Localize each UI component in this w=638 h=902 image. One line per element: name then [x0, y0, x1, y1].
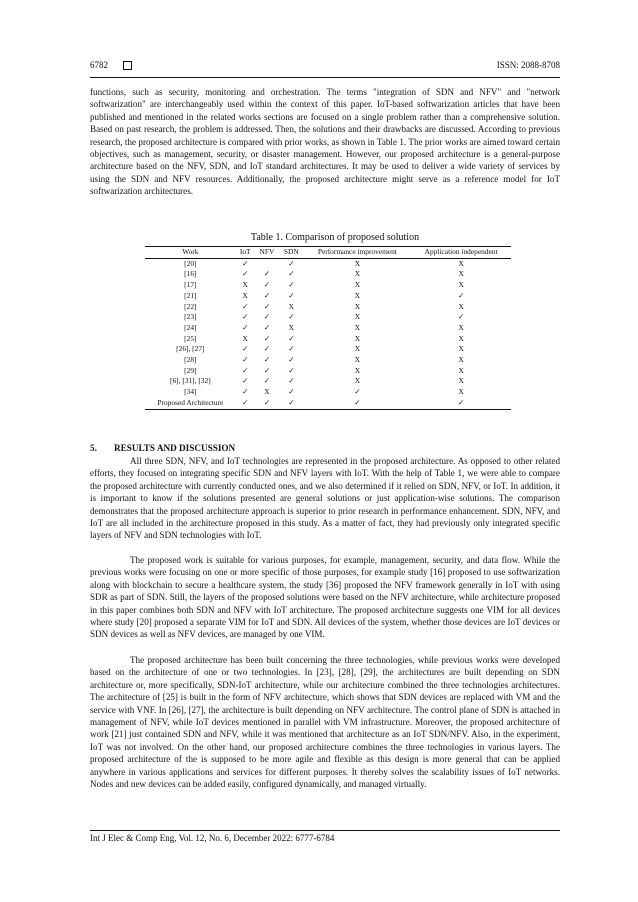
body-paragraph-2: The proposed work is suitable for various purposes, for example, management, security, and data flow. While the previous works were focusing on one or more specific of those purposes, for example study [16] proposed to use softwarization along with blockchain to secure a healthcare system, the study [36] proposed the NFV framework generally in IoT with using SDR as part of SDN. Still, the layers of the proposed solutions were based on the NFV architecture, while architecture proposed in this paper combines both SDN and NFV with IoT architecture. The proposed architecture suggests one VIM for all devices where study [20] proposed a separate VIM for IoT and SDN. All devices of the system, whether those devices are IoT devices or SDN devices as well as NFV devices, are managed by one VIM.	[90, 555, 560, 640]
cell-app-independent: ✓	[458, 312, 465, 322]
cell-iot: ✓	[242, 258, 249, 268]
cell-iot: ✓	[242, 365, 249, 375]
cell-sdn: ✓	[288, 365, 295, 375]
cell-performance: ✓	[304, 398, 412, 409]
cell-performance: X	[354, 344, 361, 354]
cell-performance: X	[354, 376, 361, 386]
cell-nfv: ✓	[263, 269, 271, 279]
square-icon	[123, 61, 132, 70]
cell-sdn: ✓	[288, 344, 295, 354]
cell-work: [25]	[184, 333, 197, 343]
page-header	[90, 60, 560, 74]
cell-sdn: X	[288, 322, 294, 332]
cell-work: Proposed Architecture	[145, 398, 236, 409]
table-row	[145, 258, 511, 269]
table-row	[145, 387, 511, 398]
cell-iot: ✓	[242, 387, 249, 397]
cell-iot: ✓	[242, 344, 249, 354]
cell-performance: ✓	[354, 387, 361, 397]
col-header-nfv: NFV	[255, 247, 279, 259]
cell-app-independent: X	[458, 333, 464, 343]
cell-nfv: ✓	[263, 322, 271, 332]
cell-nfv: ✓	[263, 376, 271, 386]
cell-nfv: ✓	[263, 333, 271, 343]
col-header-performance: Performance improvement	[304, 247, 412, 259]
cell-work: [22]	[184, 301, 197, 311]
cell-app-independent: ✓	[411, 398, 511, 409]
cell-nfv: ✓	[255, 398, 279, 409]
cell-performance: X	[354, 258, 361, 268]
cell-work: [21]	[184, 290, 197, 300]
section-number: 5.	[90, 443, 97, 453]
cell-performance: X	[354, 290, 361, 300]
cell-sdn: ✓	[288, 280, 295, 290]
cell-iot: X	[242, 333, 248, 343]
cell-nfv: ✓	[263, 355, 271, 365]
cell-app-independent: X	[458, 376, 464, 386]
cell-app-independent: X	[458, 344, 464, 354]
cell-work: [24]	[184, 322, 197, 332]
cell-iot: ✓	[236, 398, 255, 409]
cell-sdn: ✓	[288, 376, 295, 386]
cell-iot: X	[242, 280, 248, 290]
cell-performance: X	[354, 355, 361, 365]
cell-work: [34]	[184, 387, 197, 397]
cell-app-independent: X	[458, 365, 464, 375]
cell-performance: X	[354, 322, 361, 332]
cell-sdn: ✓	[288, 269, 295, 279]
table-row	[145, 398, 511, 409]
cell-nfv: ✓	[263, 301, 271, 311]
body-paragraph-3: The proposed architecture has been built concerning the three technologies, while previous works were developed based on the architecture of one or two technologies. In [23], [28], [29], the architectures are built depending on SDN architecture or, more specifically, SDN-IoT architecture, while our architecture combined the three technologies architectures. The architecture of [25] is built in the form of NFV architecture, which shows that SDN devices are replaced with VM and the service with VNF. In [26], [27], the architecture is built depending on NFV architecture. The control plane of SDN is attached in management of NFV, while IoT devices mentioned in parallel with VM infrastructure. Moreover, the proposed architecture of work [21] just contained SDN and NFV, while it was mentioned that architecture as an IoT SDN/NFV. Also, in the experiment, IoT was not involved. On the other hand, our proposed architecture combines the three technologies in various layers. The proposed architecture of the is supposed to be more agile and flexible as this design is more general that can be applied anywhere in various applications and services for different purposes. It thereby solves the scalability issues of IoT networks. Nodes and new devices can be added easily, configured dynamically, and managed virtually.	[90, 655, 560, 790]
cell-iot: ✓	[242, 355, 249, 365]
cell-sdn: ✓	[288, 333, 295, 343]
cell-app-independent: X	[458, 280, 464, 290]
cell-app-independent: X	[458, 355, 464, 365]
cell-performance: X	[354, 312, 361, 322]
table-row	[145, 366, 511, 377]
cell-app-independent: ✓	[458, 290, 465, 300]
cell-sdn: ✓	[279, 398, 303, 409]
table-row	[145, 323, 511, 334]
cell-app-independent: X	[458, 269, 464, 279]
cell-iot: ✓	[242, 376, 249, 386]
cell-iot: ✓	[242, 269, 249, 279]
table-row	[145, 334, 511, 345]
cell-work: [17]	[184, 280, 197, 290]
col-header-app-independent: Application independent	[411, 247, 511, 259]
cell-app-independent: X	[458, 387, 464, 397]
table-row	[145, 376, 511, 387]
cell-nfv: ✓	[263, 365, 271, 375]
table-row	[145, 291, 511, 302]
cell-app-independent: X	[458, 258, 464, 268]
page-footer: Int J Elec & Comp Eng, Vol. 12, No. 6, December 2022: 6777-6784	[90, 833, 335, 843]
intro-paragraph: functions, such as security, monitoring and orchestration. The terms "integration of SDN and NFV" and "network softwarization" are interchangeably used within the context of this paper. IoT-based softwarization articles that have been published and mentioned in the related works sections are focused on a single problem rather than a comprehensive solution. Based on past research, the problem is addressed. Then, the solutions and their drawbacks are discussed. According to previous research, the proposed architecture is compared with prior works, as shown in Table 1. The prior works are aimed toward certain objectives, such as management, security, or disaster management. However, our proposed architecture is a general-purpose architecture based on the NFV, SDN, and IoT standard architectures. It may be used to deliver a wide variety of services by using the SDN and NFV resources. Additionally, the proposed architecture might serve as a reference model for IoT softwarization architectures.	[90, 87, 560, 197]
cell-performance: X	[354, 301, 361, 311]
cell-performance: X	[354, 280, 361, 290]
cell-work: [28]	[184, 355, 197, 365]
cell-sdn: X	[288, 301, 294, 311]
section-title: RESULTS AND DISCUSSION	[114, 443, 236, 453]
cell-work: [29]	[184, 365, 197, 375]
cell-app-independent: X	[458, 301, 464, 311]
section-heading	[90, 443, 235, 453]
table-header-row	[145, 247, 511, 259]
footer-rule	[90, 830, 560, 831]
cell-performance: X	[354, 269, 361, 279]
col-header-iot: IoT	[236, 247, 255, 259]
table-row	[145, 344, 511, 355]
header-rule	[90, 77, 560, 78]
body-paragraph-1: All three SDN, NFV, and IoT technologies are represented in the proposed architecture. As opposed to other related efforts, they focused on integrating specific SDN and NFV layers with IoT. With the help of Table 1, we were able to compare the proposed architecture with currently conducted ones, and we also determined if it relied on SDN, NFV, or IoT. In addition, it is important to know if the solutions presented are general solutions or just application-wise solutions. The comparison demonstrates that the proposed architecture approach is superior to prior research in performance enhancement. SDN, NFV, and IoT are all included in the architecture proposed in this study. As a matter of fact, they had previously only integrated specific layers of NFV and SDN technologies with IoT.	[90, 456, 560, 541]
cell-work: [20]	[184, 258, 197, 268]
cell-sdn: ✓	[288, 387, 295, 397]
cell-nfv: ✓	[263, 312, 271, 322]
table-row	[145, 355, 511, 366]
table-row	[145, 302, 511, 313]
cell-nfv	[255, 258, 279, 269]
cell-sdn: ✓	[288, 258, 295, 268]
table-caption: Table 1. Comparison of proposed solution	[250, 232, 420, 243]
cell-nfv: ✓	[263, 280, 271, 290]
cell-iot: X	[242, 290, 248, 300]
cell-nfv: ✓	[263, 290, 271, 300]
page-number: 6782	[90, 60, 108, 70]
issn-label: ISSN: 2088-8708	[496, 60, 560, 70]
cell-nfv: ✓	[263, 344, 271, 354]
comparison-table	[145, 246, 511, 410]
table-row	[145, 269, 511, 280]
cell-app-independent: X	[458, 322, 464, 332]
table-row	[145, 312, 511, 323]
cell-iot: ✓	[242, 301, 249, 311]
cell-work: [26], [27]	[176, 344, 205, 354]
cell-sdn: ✓	[288, 290, 295, 300]
cell-nfv: X	[264, 387, 270, 397]
table-body	[145, 258, 511, 409]
cell-work: [16]	[184, 269, 197, 279]
cell-performance: X	[354, 365, 361, 375]
cell-sdn: ✓	[288, 312, 295, 322]
col-header-sdn: SDN	[279, 247, 303, 259]
cell-iot: ✓	[242, 322, 249, 332]
cell-sdn: ✓	[288, 355, 295, 365]
table-row	[145, 280, 511, 291]
cell-iot: ✓	[242, 312, 249, 322]
col-header-work: Work	[145, 247, 236, 259]
cell-work: [23]	[184, 312, 197, 322]
cell-work: [6], [31], [32]	[170, 376, 211, 386]
cell-performance: X	[354, 333, 361, 343]
